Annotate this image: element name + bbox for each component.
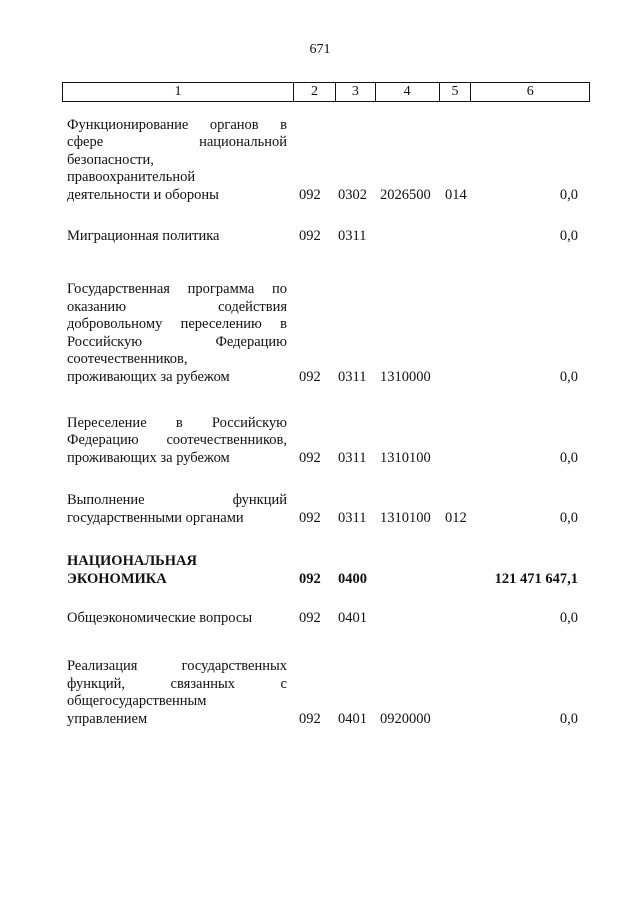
row-name-line: ЭКОНОМИКА	[67, 570, 167, 587]
cell-ministry-code: 092	[299, 710, 321, 727]
row-name-line: Федерацию соотечественников,	[67, 432, 287, 448]
row-name-line: проживающих за рубежом	[67, 368, 230, 385]
cell-section-code: 0311	[338, 509, 367, 526]
row-name-line: Государственная программа по	[67, 281, 287, 297]
row-name	[67, 415, 287, 468]
table-row	[62, 607, 590, 627]
table-row	[62, 490, 590, 527]
row-name-line: Реализация государственных	[67, 658, 287, 674]
row-name-line: Выполнение функций	[67, 492, 287, 508]
row-name-line: безопасности,	[67, 151, 154, 168]
row-name-line: Миграционная политика	[67, 227, 220, 244]
column-header-1: 1	[63, 83, 294, 101]
row-name	[67, 228, 287, 246]
cell-amount: 0,0	[559, 509, 578, 526]
cell-ministry-code: 092	[299, 609, 321, 626]
row-name-line: управлением	[67, 710, 148, 727]
table-row	[62, 656, 590, 728]
cell-section-code: 0302	[338, 186, 367, 203]
column-header-5: 5	[440, 83, 472, 101]
cell-section-code: 0401	[338, 710, 367, 727]
column-header-4: 4	[376, 83, 440, 101]
cell-amount: 0,0	[559, 186, 578, 203]
row-name-line: добровольному переселению в	[67, 316, 287, 332]
table-row	[62, 225, 590, 245]
row-name-line: оказанию содействия	[67, 298, 287, 315]
cell-target-code: 1310100	[380, 509, 431, 526]
row-name-line: соотечественников,	[67, 351, 188, 367]
cell-target-code: 2026500	[380, 186, 431, 203]
row-name-line: Общеэкономические вопросы	[67, 609, 253, 626]
row-name-line: государственными органами	[67, 509, 244, 526]
row-name	[67, 492, 287, 527]
row-name-line: проживающих за рубежом	[67, 449, 230, 466]
row-name-line: правоохранительной	[67, 169, 196, 185]
row-name	[67, 610, 287, 628]
row-name	[67, 658, 287, 728]
cell-amount: 0,0	[559, 449, 578, 466]
row-name-line: общегосударственным	[67, 693, 207, 709]
cell-section-code: 0311	[338, 449, 367, 466]
column-header-6: 6	[526, 84, 534, 99]
row-name-line: НАЦИОНАЛЬНАЯ	[67, 553, 197, 569]
cell-section-code: 0311	[338, 227, 367, 244]
cell-amount: 0,0	[559, 368, 578, 385]
cell-expense-type: 014	[445, 186, 467, 203]
table-row	[62, 280, 590, 386]
cell-ministry-code: 092	[299, 509, 321, 526]
cell-target-code: 1310100	[380, 449, 431, 466]
table-header	[62, 82, 590, 102]
cell-ministry-code: 092	[299, 186, 321, 203]
row-name-line: Функционирование органов в	[67, 116, 287, 133]
row-name	[67, 553, 287, 588]
cell-expense-type: 012	[445, 509, 467, 526]
page-number: 671	[309, 42, 331, 57]
cell-amount: 0,0	[559, 227, 578, 244]
cell-amount: 0,0	[559, 609, 578, 626]
cell-ministry-code: 092	[299, 570, 321, 587]
cell-section-code: 0400	[338, 570, 367, 587]
table-row	[62, 116, 590, 204]
table-row	[62, 551, 590, 588]
table-row	[62, 412, 590, 467]
column-header-2: 2	[294, 83, 336, 101]
row-name	[67, 117, 287, 205]
column-header-3: 3	[336, 83, 376, 101]
cell-ministry-code: 092	[299, 368, 321, 385]
cell-ministry-code: 092	[299, 227, 321, 244]
cell-ministry-code: 092	[299, 449, 321, 466]
cell-target-code: 1310000	[380, 368, 431, 385]
row-name	[67, 281, 287, 386]
row-name-line: сфере национальной	[67, 134, 287, 150]
row-name-line: Российскую Федерацию	[67, 333, 287, 350]
row-name-line: Переселение в Российскую	[67, 414, 287, 431]
cell-amount: 0,0	[559, 710, 578, 727]
row-name-line: функций, связанных с	[67, 675, 287, 692]
cell-section-code: 0311	[338, 368, 367, 385]
cell-section-code: 0401	[338, 609, 367, 626]
cell-target-code: 0920000	[380, 710, 431, 727]
cell-amount: 121 471 647,1	[494, 570, 578, 587]
row-name-line: деятельности и обороны	[67, 186, 219, 203]
